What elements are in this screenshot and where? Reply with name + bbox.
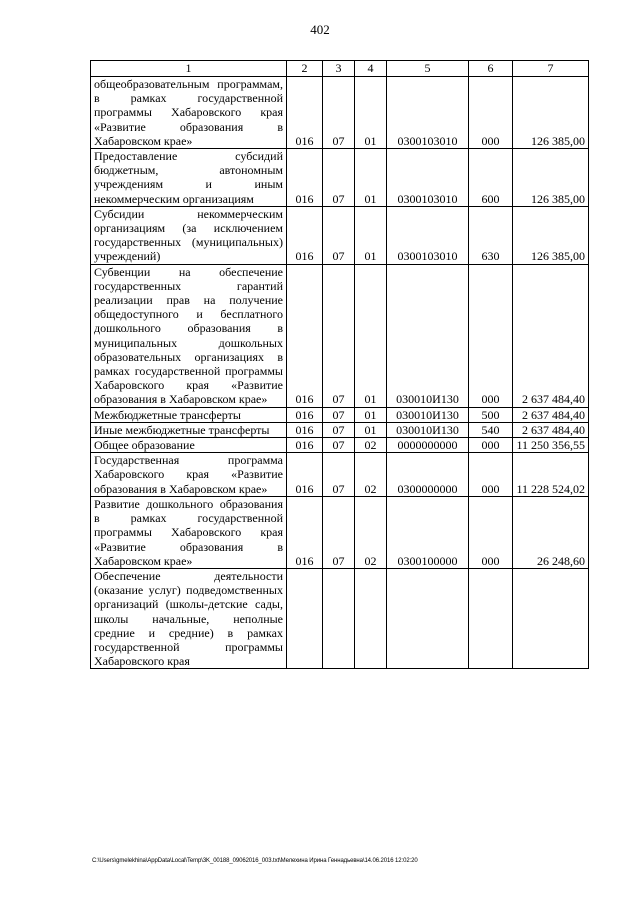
row-section: 07 (323, 453, 355, 497)
column-header: 4 (355, 61, 387, 77)
row-section (323, 568, 355, 668)
row-expense-type: 500 (469, 407, 513, 422)
column-header: 3 (323, 61, 355, 77)
row-subsection: 02 (355, 496, 387, 568)
column-header: 6 (469, 61, 513, 77)
table-row (91, 264, 589, 407)
column-header: 5 (387, 61, 469, 77)
row-amount: 2 637 484,40 (513, 407, 589, 422)
row-ministry-code: 016 (287, 206, 323, 264)
row-ministry-code: 016 (287, 438, 323, 453)
row-amount: 2 637 484,40 (513, 422, 589, 437)
row-section: 07 (323, 149, 355, 207)
table-row (91, 77, 589, 149)
row-target-article: 0300103010 (387, 206, 469, 264)
table-row (91, 496, 589, 568)
row-subsection: 01 (355, 149, 387, 207)
table-row (91, 206, 589, 264)
table-row (91, 149, 589, 207)
row-amount: 26 248,60 (513, 496, 589, 568)
row-subsection: 02 (355, 453, 387, 497)
row-subsection: 02 (355, 438, 387, 453)
row-ministry-code: 016 (287, 496, 323, 568)
row-name: Обеспечение деятельности (оказание услуг) подведомственных организаций (школы-детские сады, школы начальные, неполные средние и средние) в рамках государственной программы Хабаровского края (91, 568, 287, 668)
row-section: 07 (323, 77, 355, 149)
row-target-article: 0300000000 (387, 453, 469, 497)
row-section: 07 (323, 422, 355, 437)
row-expense-type: 000 (469, 453, 513, 497)
row-name: Предоставление субсидий бюджетным, автономным учреждениям и иным некоммерческим организациям (91, 149, 287, 207)
row-expense-type: 540 (469, 422, 513, 437)
row-name: Субсидии некоммерческим организациям (за исключением государственных (муниципальных) учреждений) (91, 206, 287, 264)
row-target-article: 0300103010 (387, 77, 469, 149)
row-subsection: 01 (355, 422, 387, 437)
row-ministry-code (287, 568, 323, 668)
row-subsection (355, 568, 387, 668)
row-section: 07 (323, 407, 355, 422)
column-header: 2 (287, 61, 323, 77)
row-target-article (387, 568, 469, 668)
row-expense-type: 630 (469, 206, 513, 264)
row-name: Субвенции на обеспечение государственных гарантий реализации прав на получение общедоступного и бесплатного дошкольного образования в муниципальных дошкольных образовательных организациях в рамках государственной программы Хабаровского края «Развитие образования в Хабаровском крае» (91, 264, 287, 407)
row-subsection: 01 (355, 407, 387, 422)
footer-file-path: C:\Users\gmelekhina\AppData\Local\Temp\3K_00188_09062016_003.txt\Мелехина Ирина Геннадьевна\14.06.2016 12:02:20 (92, 858, 418, 864)
row-name: Иные межбюджетные трансферты (91, 422, 287, 437)
row-amount: 126 385,00 (513, 149, 589, 207)
row-amount: 2 637 484,40 (513, 264, 589, 407)
row-amount: 126 385,00 (513, 206, 589, 264)
row-target-article: 0300103010 (387, 149, 469, 207)
row-section: 07 (323, 496, 355, 568)
table-row (91, 422, 589, 437)
row-subsection: 01 (355, 264, 387, 407)
table-row (91, 407, 589, 422)
row-name: Развитие дошкольного образования в рамках государственной программы Хабаровского края «Развитие образования в Хабаровском крае» (91, 496, 287, 568)
row-subsection: 01 (355, 206, 387, 264)
row-ministry-code: 016 (287, 453, 323, 497)
row-target-article: 030010И130 (387, 407, 469, 422)
row-amount: 126 385,00 (513, 77, 589, 149)
row-target-article: 030010И130 (387, 422, 469, 437)
budget-table (90, 60, 589, 669)
row-section: 07 (323, 206, 355, 264)
row-ministry-code: 016 (287, 422, 323, 437)
table-row (91, 438, 589, 453)
row-expense-type: 000 (469, 496, 513, 568)
row-expense-type: 000 (469, 77, 513, 149)
row-section: 07 (323, 438, 355, 453)
row-target-article: 030010И130 (387, 264, 469, 407)
row-subsection: 01 (355, 77, 387, 149)
row-amount: 11 228 524,02 (513, 453, 589, 497)
row-ministry-code: 016 (287, 77, 323, 149)
row-expense-type: 000 (469, 438, 513, 453)
row-expense-type: 600 (469, 149, 513, 207)
row-ministry-code: 016 (287, 264, 323, 407)
row-amount (513, 568, 589, 668)
row-ministry-code: 016 (287, 407, 323, 422)
row-name: общеобразовательным программам, в рамках государственной программы Хабаровского края «Развитие образования в Хабаровском крае» (91, 77, 287, 149)
column-header: 7 (513, 61, 589, 77)
row-name: Государственная программа Хабаровского края «Развитие образования в Хабаровском крае» (91, 453, 287, 497)
table-row (91, 568, 589, 668)
table-header-row (91, 61, 589, 77)
table-row (91, 453, 589, 497)
row-section: 07 (323, 264, 355, 407)
row-target-article: 0300100000 (387, 496, 469, 568)
column-header: 1 (91, 61, 287, 77)
row-expense-type: 000 (469, 264, 513, 407)
row-expense-type (469, 568, 513, 668)
page-number: 402 (310, 22, 330, 37)
row-target-article: 0000000000 (387, 438, 469, 453)
row-name: Общее образование (91, 438, 287, 453)
row-amount: 11 250 356,55 (513, 438, 589, 453)
row-name: Межбюджетные трансферты (91, 407, 287, 422)
row-ministry-code: 016 (287, 149, 323, 207)
